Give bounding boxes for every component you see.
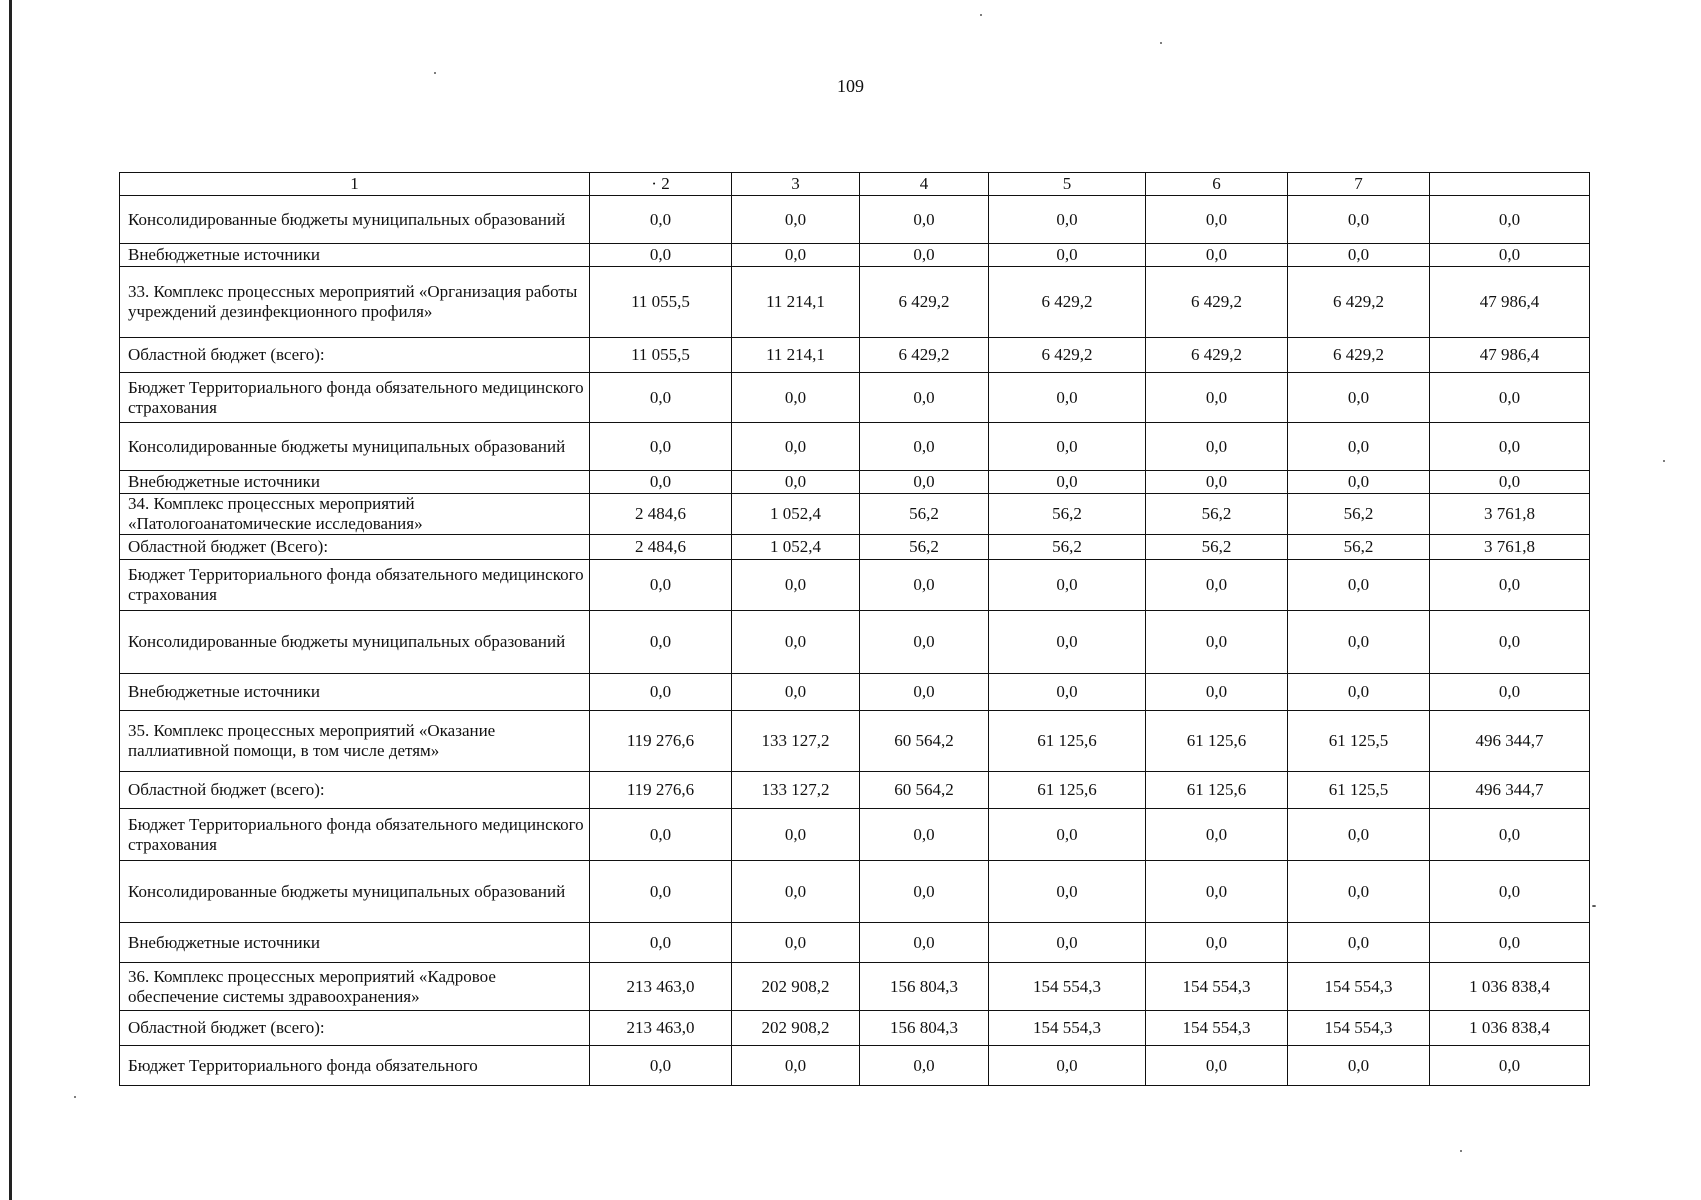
table-cell: 11 214,1 <box>732 267 860 338</box>
page-number: 109 <box>837 76 864 96</box>
table-cell: 0,0 <box>860 923 989 963</box>
row-label: Бюджет Территориального фонда обязательного медицинского страхования <box>120 560 590 611</box>
table-cell: 0,0 <box>590 244 732 267</box>
table-cell: 60 564,2 <box>860 772 989 809</box>
table-cell: 133 127,2 <box>732 772 860 809</box>
row-label: Областной бюджет (Всего): <box>120 535 590 560</box>
table-cell: 11 055,5 <box>590 338 732 373</box>
table-cell: 56,2 <box>1288 535 1430 560</box>
table-cell: 6 429,2 <box>1146 267 1288 338</box>
table-cell: 0,0 <box>1288 674 1430 711</box>
table-row <box>120 611 1590 674</box>
column-header: 5 <box>989 173 1146 196</box>
table-cell: 0,0 <box>989 674 1146 711</box>
table-cell: 0,0 <box>989 423 1146 471</box>
table-cell: 154 554,3 <box>1288 963 1430 1011</box>
row-label: Областной бюджет (всего): <box>120 338 590 373</box>
row-label: Внебюджетные источники <box>120 244 590 267</box>
table-cell: 0,0 <box>732 196 860 244</box>
table-cell: 154 554,3 <box>1146 963 1288 1011</box>
table-cell: 0,0 <box>732 560 860 611</box>
table-cell: 2 484,6 <box>590 494 732 535</box>
table-cell: 0,0 <box>1146 560 1288 611</box>
table-cell: 61 125,5 <box>1288 772 1430 809</box>
scan-left-edge <box>9 0 12 1200</box>
row-label: Внебюджетные источники <box>120 471 590 494</box>
table-cell: 0,0 <box>1288 1046 1430 1086</box>
row-label: Бюджет Территориального фонда обязательного медицинского страхования <box>120 373 590 423</box>
table-cell: 0,0 <box>1430 611 1590 674</box>
table-cell: 1 036 838,4 <box>1430 1011 1590 1046</box>
table-cell: 0,0 <box>590 923 732 963</box>
table-cell: 202 908,2 <box>732 963 860 1011</box>
table-cell: 119 276,6 <box>590 711 732 772</box>
table-row <box>120 861 1590 923</box>
table-header-row <box>120 173 1590 196</box>
table-cell: 0,0 <box>1288 611 1430 674</box>
column-header: 7 <box>1288 173 1430 196</box>
table-cell: 0,0 <box>989 560 1146 611</box>
table-cell: 0,0 <box>1430 373 1590 423</box>
table-cell: 119 276,6 <box>590 772 732 809</box>
table-cell: 6 429,2 <box>1146 338 1288 373</box>
table-cell: 61 125,5 <box>1288 711 1430 772</box>
column-header: · 2 <box>590 173 732 196</box>
table-cell: 0,0 <box>1146 1046 1288 1086</box>
table-row <box>120 373 1590 423</box>
table-cell: 0,0 <box>860 809 989 861</box>
row-label: 34. Комплекс процессных мероприятий «Патологоанатомические исследования» <box>120 494 590 535</box>
table-cell: 6 429,2 <box>989 267 1146 338</box>
table-cell: 0,0 <box>590 373 732 423</box>
table-cell: 0,0 <box>860 471 989 494</box>
table-cell: 0,0 <box>989 196 1146 244</box>
table-cell: 3 761,8 <box>1430 494 1590 535</box>
table-cell: 133 127,2 <box>732 711 860 772</box>
table-cell: 0,0 <box>1146 244 1288 267</box>
table-cell: 0,0 <box>1430 861 1590 923</box>
table-cell: 0,0 <box>1146 861 1288 923</box>
table-row <box>120 535 1590 560</box>
table-cell: 0,0 <box>732 244 860 267</box>
table-cell: 0,0 <box>590 471 732 494</box>
row-label: Внебюджетные источники <box>120 674 590 711</box>
column-header: 4 <box>860 173 989 196</box>
table-cell: 2 484,6 <box>590 535 732 560</box>
table-cell: 0,0 <box>732 471 860 494</box>
row-label: Консолидированные бюджеты муниципальных образований <box>120 611 590 674</box>
table-cell: 56,2 <box>1146 494 1288 535</box>
table-cell: 0,0 <box>1146 471 1288 494</box>
row-label: Консолидированные бюджеты муниципальных образований <box>120 861 590 923</box>
table-cell: 0,0 <box>1146 423 1288 471</box>
table-cell: 56,2 <box>1288 494 1430 535</box>
table-row <box>120 674 1590 711</box>
table-cell: 0,0 <box>1288 244 1430 267</box>
table-cell: 0,0 <box>989 1046 1146 1086</box>
table-cell: 0,0 <box>989 373 1146 423</box>
table-cell: 0,0 <box>1146 611 1288 674</box>
table-cell: 0,0 <box>1430 471 1590 494</box>
row-label: Бюджет Территориального фонда обязательного <box>120 1046 590 1086</box>
table-cell: 0,0 <box>732 674 860 711</box>
scan-speck <box>1160 42 1162 44</box>
table-cell: 0,0 <box>590 560 732 611</box>
table-row <box>120 772 1590 809</box>
table-row <box>120 963 1590 1011</box>
table-row <box>120 809 1590 861</box>
column-header: 3 <box>732 173 860 196</box>
table-row <box>120 196 1590 244</box>
table-cell: 56,2 <box>860 494 989 535</box>
table-cell: 0,0 <box>590 423 732 471</box>
table-cell: 0,0 <box>1146 923 1288 963</box>
table-row <box>120 560 1590 611</box>
table-cell: 0,0 <box>590 861 732 923</box>
table-row <box>120 267 1590 338</box>
table-row <box>120 494 1590 535</box>
table-cell: 0,0 <box>1430 1046 1590 1086</box>
row-label: 33. Комплекс процессных мероприятий «Организация работы учреждений дезинфекционного профиля» <box>120 267 590 338</box>
table-cell: 0,0 <box>989 923 1146 963</box>
table-cell: 0,0 <box>1288 923 1430 963</box>
table-cell: 0,0 <box>860 1046 989 1086</box>
table-cell: 0,0 <box>732 923 860 963</box>
row-label: Областной бюджет (всего): <box>120 772 590 809</box>
table-cell: 1 036 838,4 <box>1430 963 1590 1011</box>
row-label: Консолидированные бюджеты муниципальных образований <box>120 196 590 244</box>
scan-speck <box>434 72 436 74</box>
table-cell: 0,0 <box>1146 196 1288 244</box>
table-cell: 0,0 <box>590 196 732 244</box>
table-cell: 60 564,2 <box>860 711 989 772</box>
table-cell: 0,0 <box>1430 423 1590 471</box>
scan-speck <box>74 1096 76 1098</box>
table-cell: 0,0 <box>1430 244 1590 267</box>
table-cell: 6 429,2 <box>1288 267 1430 338</box>
table-row <box>120 338 1590 373</box>
table-cell: 47 986,4 <box>1430 338 1590 373</box>
table-cell: 61 125,6 <box>989 772 1146 809</box>
table-cell: 154 554,3 <box>1146 1011 1288 1046</box>
table-cell: 61 125,6 <box>1146 711 1288 772</box>
table-cell: 496 344,7 <box>1430 772 1590 809</box>
table-cell: 56,2 <box>989 494 1146 535</box>
row-label: 36. Комплекс процессных мероприятий «Кадровое обеспечение системы здравоохранения» <box>120 963 590 1011</box>
table-cell: 0,0 <box>732 373 860 423</box>
table-cell: 156 804,3 <box>860 963 989 1011</box>
table-cell: 0,0 <box>590 809 732 861</box>
table-cell: 0,0 <box>1430 196 1590 244</box>
table-cell: 0,0 <box>860 373 989 423</box>
table-cell: 0,0 <box>1288 196 1430 244</box>
table-cell: 0,0 <box>732 809 860 861</box>
table-cell: 0,0 <box>1146 809 1288 861</box>
table-cell: 0,0 <box>1430 809 1590 861</box>
table-cell: 202 908,2 <box>732 1011 860 1046</box>
table-cell: 0,0 <box>590 674 732 711</box>
table-cell: 11 214,1 <box>732 338 860 373</box>
table-cell: 0,0 <box>732 423 860 471</box>
row-label: Бюджет Территориального фонда обязательного медицинского страхования <box>120 809 590 861</box>
table-cell: 154 554,3 <box>1288 1011 1430 1046</box>
table-cell: 213 463,0 <box>590 963 732 1011</box>
table-cell: 56,2 <box>1146 535 1288 560</box>
row-label: Внебюджетные источники <box>120 923 590 963</box>
table-cell: 156 804,3 <box>860 1011 989 1046</box>
table-cell: 0,0 <box>1430 674 1590 711</box>
row-label: Областной бюджет (всего): <box>120 1011 590 1046</box>
table-cell: 0,0 <box>989 611 1146 674</box>
table-cell: 6 429,2 <box>1288 338 1430 373</box>
table-cell: 0,0 <box>1430 923 1590 963</box>
table-cell: 0,0 <box>989 244 1146 267</box>
scan-speck <box>980 14 982 16</box>
table-cell: 0,0 <box>1288 809 1430 861</box>
table-cell: 0,0 <box>732 1046 860 1086</box>
table-cell: 3 761,8 <box>1430 535 1590 560</box>
row-label: Консолидированные бюджеты муниципальных образований <box>120 423 590 471</box>
table-cell: 56,2 <box>860 535 989 560</box>
table-cell: 0,0 <box>1288 861 1430 923</box>
table-cell: 0,0 <box>860 611 989 674</box>
table-cell: 6 429,2 <box>860 267 989 338</box>
table-cell: 0,0 <box>1146 674 1288 711</box>
table-cell: 0,0 <box>989 809 1146 861</box>
table-cell: 1 052,4 <box>732 535 860 560</box>
table-cell: 11 055,5 <box>590 267 732 338</box>
column-header: 6 <box>1146 173 1288 196</box>
table-cell: 47 986,4 <box>1430 267 1590 338</box>
table-cell: 0,0 <box>590 1046 732 1086</box>
table-cell: 0,0 <box>860 244 989 267</box>
scan-speck <box>1663 460 1665 462</box>
table-cell: 154 554,3 <box>989 963 1146 1011</box>
table-cell: 496 344,7 <box>1430 711 1590 772</box>
table-cell: 0,0 <box>1288 560 1430 611</box>
table-cell: 1 052,4 <box>732 494 860 535</box>
table-row <box>120 923 1590 963</box>
table-cell: 6 429,2 <box>989 338 1146 373</box>
table-row <box>120 1046 1590 1086</box>
table-cell: 56,2 <box>989 535 1146 560</box>
table-cell: 0,0 <box>860 674 989 711</box>
table-row <box>120 711 1590 772</box>
budget-table <box>119 172 1590 1086</box>
budget-table-body <box>120 173 1590 1086</box>
row-label: 35. Комплекс процессных мероприятий «Оказание паллиативной помощи, в том числе детям» <box>120 711 590 772</box>
table-cell: 61 125,6 <box>1146 772 1288 809</box>
table-row <box>120 1011 1590 1046</box>
table-cell: 0,0 <box>1288 373 1430 423</box>
table-cell: 0,0 <box>732 861 860 923</box>
table-cell: 0,0 <box>732 611 860 674</box>
table-cell: 0,0 <box>860 423 989 471</box>
table-cell: 0,0 <box>1288 423 1430 471</box>
table-row <box>120 471 1590 494</box>
table-cell: 61 125,6 <box>989 711 1146 772</box>
table-cell: 0,0 <box>590 611 732 674</box>
table-row <box>120 244 1590 267</box>
table-cell: 0,0 <box>989 471 1146 494</box>
table-cell: 213 463,0 <box>590 1011 732 1046</box>
scan-speck <box>1460 1150 1462 1152</box>
table-cell: 0,0 <box>860 196 989 244</box>
table-cell: 0,0 <box>1430 560 1590 611</box>
table-cell: 154 554,3 <box>989 1011 1146 1046</box>
column-header <box>1430 173 1590 196</box>
table-cell: 0,0 <box>1146 373 1288 423</box>
table-cell: 0,0 <box>1288 471 1430 494</box>
table-cell: 6 429,2 <box>860 338 989 373</box>
scan-speck <box>1592 905 1596 907</box>
table-cell: 0,0 <box>860 861 989 923</box>
table-cell: 0,0 <box>989 861 1146 923</box>
column-header: 1 <box>120 173 590 196</box>
table-cell: 0,0 <box>860 560 989 611</box>
table-row <box>120 423 1590 471</box>
